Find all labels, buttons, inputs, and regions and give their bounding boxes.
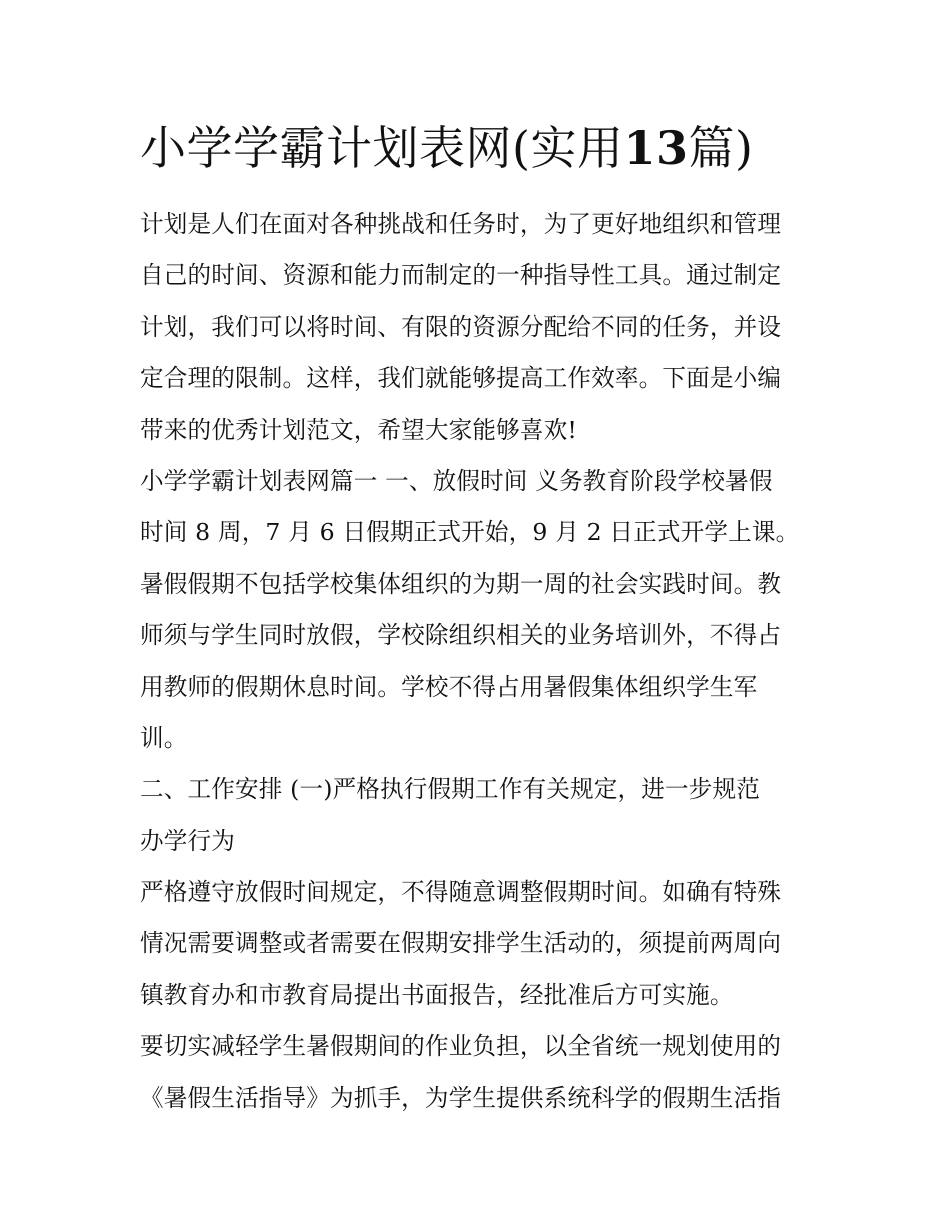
document-body: [140, 199, 820, 1124]
body-line: 办学行为: [140, 826, 235, 855]
body-line: 训。: [140, 723, 188, 752]
body-line: 镇教育办和市教育局提出书面报告，经批准后方可实施。: [140, 980, 734, 1009]
body-line: 要切实减轻学生暑假期间的作业负担，以全省统一规划使用的: [140, 1032, 782, 1061]
title-prefix: 小学学霸计划表网(实用: [140, 121, 624, 175]
body-line: 定合理的限制。这样，我们就能够提高工作效率。下面是小编: [140, 364, 782, 393]
body-line: 自己的时间、资源和能力而制定的一种指导性工具。通过制定: [140, 261, 782, 290]
body-line: 带来的优秀计划范文，希望大家能够喜欢!: [140, 415, 578, 444]
body-line: 师须与学生同时放假，学校除组织相关的业务培训外，不得占: [140, 621, 782, 650]
title-suffix: 篇): [688, 121, 754, 175]
body-line: 暑假假期不包括学校集体组织的为期一周的社会实践时间。教: [140, 569, 782, 598]
document-title: [140, 118, 820, 178]
title-number: 13: [623, 121, 689, 175]
body-line: 时间 8 周，7 月 6 日假期正式开始，9 月 2 日正式开学上课。: [140, 518, 800, 547]
body-line: 二、工作安排 (一)严格执行假期工作有关规定，进一步规范: [140, 775, 760, 804]
body-line: 情况需要调整或者需要在假期安排学生活动的，须提前两周向: [140, 929, 782, 958]
body-line: 计划，我们可以将时间、有限的资源分配给不同的任务，并设: [140, 312, 782, 341]
body-line: 用教师的假期休息时间。学校不得占用暑假集体组织学生军: [140, 672, 758, 701]
body-line: 《暑假生活指导》为抓手，为学生提供系统科学的假期生活指: [140, 1083, 782, 1112]
body-line: 计划是人们在面对各种挑战和任务时，为了更好地组织和管理: [140, 210, 782, 238]
body-line: 严格遵守放假时间规定，不得随意调整假期时间。如确有特殊: [140, 878, 782, 907]
body-line: 小学学霸计划表网篇一 一、放假时间 义务教育阶段学校暑假: [140, 466, 773, 495]
